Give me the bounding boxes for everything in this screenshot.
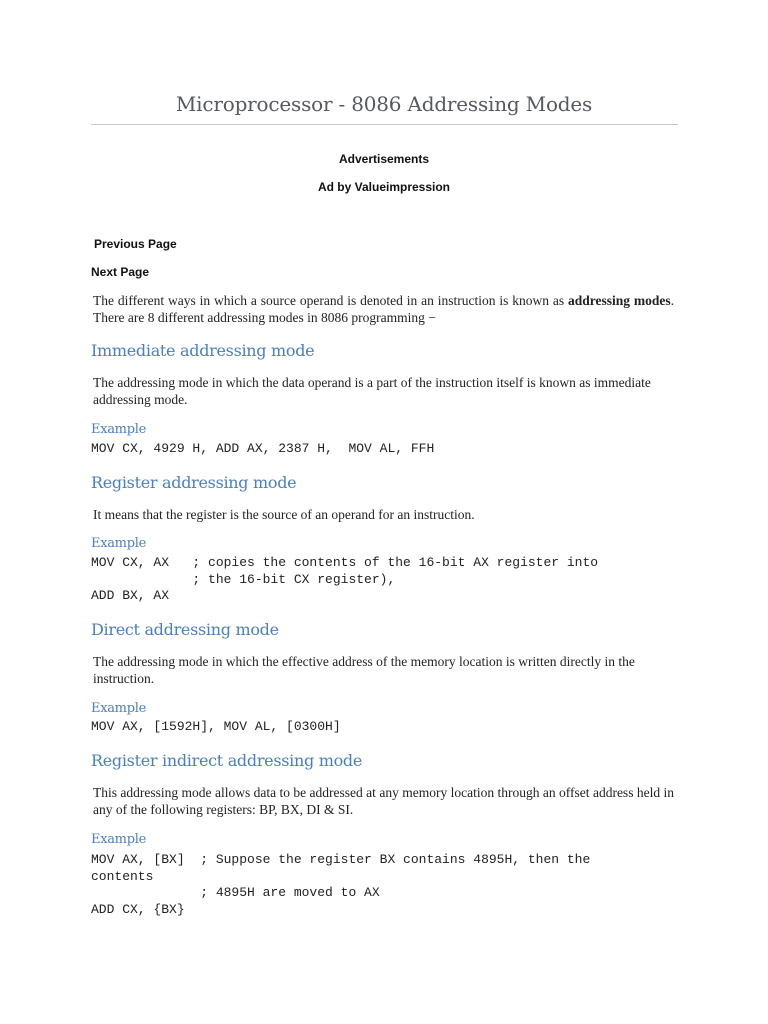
intro-text-before: The different ways in which a source operand is denoted in an instruction is known as <box>93 293 568 308</box>
code-block-register-indirect: MOV AX, [BX] ; Suppose the register BX contains 4895H, then the contents ; 4895H are moved to AX ADD CX, {BX} <box>91 852 591 917</box>
example-label-register: Example <box>91 536 146 551</box>
section-heading-direct: Direct addressing mode <box>91 620 279 639</box>
intro-paragraph <box>93 292 674 326</box>
section-text-direct: The addressing mode in which the effective address of the memory location is written directly in the instruction. <box>93 654 635 686</box>
intro-bold-term: addressing modes <box>567 293 671 308</box>
example-label-direct: Example <box>91 701 146 716</box>
ad-by-link[interactable]: Ad by Valueimpression <box>317 180 451 194</box>
section-heading-immediate: Immediate addressing mode <box>91 341 315 360</box>
previous-page-link[interactable]: Previous Page <box>94 237 177 251</box>
example-label-immediate: Example <box>91 422 146 437</box>
advertisements-label: Advertisements <box>338 152 430 166</box>
code-block-direct: MOV AX, [1592H], MOV AL, [0300H] <box>91 719 341 734</box>
section-heading-register: Register addressing mode <box>91 473 297 492</box>
section-heading-register-indirect: Register indirect addressing mode <box>91 751 363 770</box>
title-divider <box>91 124 678 125</box>
section-text-register-indirect: This addressing mode allows data to be addressed at any memory location through an offset address held in any of the following registers: BP, BX, DI & SI. <box>93 785 674 817</box>
example-label-register-indirect: Example <box>91 832 146 847</box>
code-block-immediate: MOV CX, 4929 H, ADD AX, 2387 H, MOV AL, FFH <box>91 441 435 456</box>
section-text-register: It means that the register is the source of an operand for an instruction. <box>93 507 475 522</box>
code-block-register: MOV CX, AX ; copies the contents of the 16-bit AX register into ; the 16-bit CX register), ADD BX, AX <box>91 555 599 603</box>
section-text-immediate: The addressing mode in which the data operand is a part of the instruction itself is known as immediate addressing mode. <box>93 375 651 407</box>
intro-text-after: . There are 8 different addressing modes in 8086 programming − <box>93 293 674 325</box>
next-page-link[interactable]: Next Page <box>91 265 150 279</box>
page-title: Microprocessor - 8086 Addressing Modes <box>175 92 593 116</box>
